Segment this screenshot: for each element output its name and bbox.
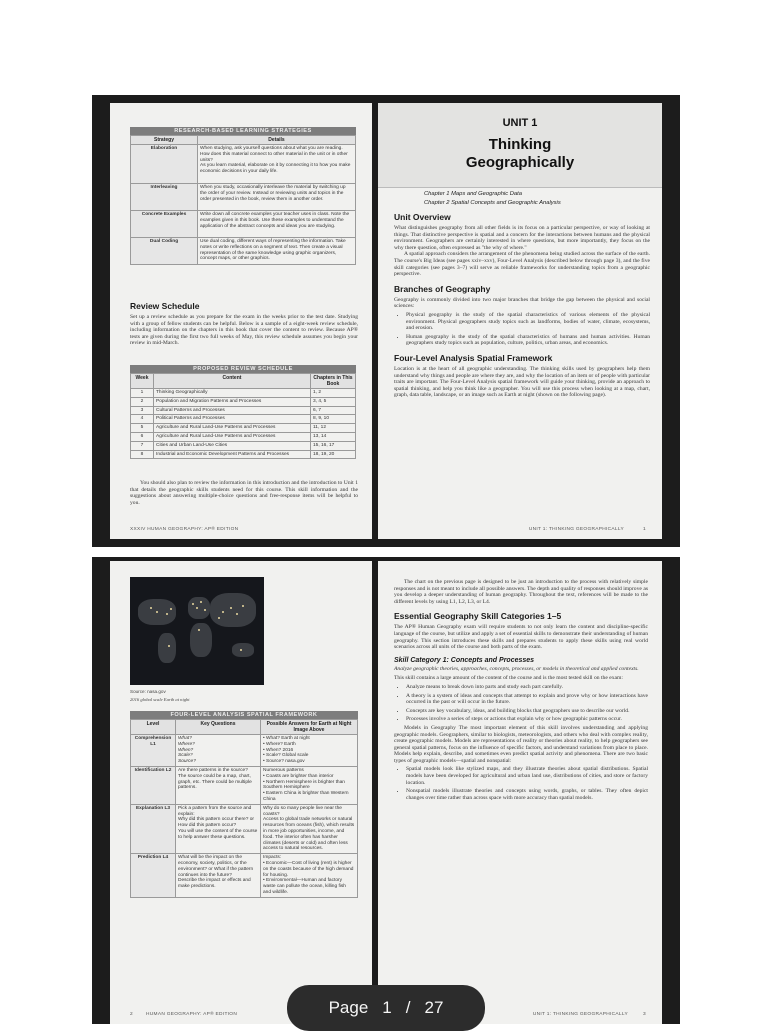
content-cell: Thinking Geographically (154, 389, 311, 398)
chapter-1-label: Chapter 1 Maps and Geographic Data (424, 191, 522, 197)
chapters-cell: 15, 16, 17 (311, 441, 356, 450)
table-row (131, 854, 358, 898)
list-item: • Processes involve a series of steps or actions that explain why or how geographic patterns occur. (406, 716, 648, 723)
page-xxxiv (110, 103, 372, 539)
skills-heading: Essential Geography Skill Categories 1–5 (394, 611, 562, 622)
week-cell: 5 (131, 424, 154, 433)
category-heading: Skill Category 1: Concepts and Processes (394, 656, 535, 664)
strategy-cell: Concrete Examples (131, 211, 198, 238)
overview-heading: Unit Overview (394, 212, 451, 222)
table-row (131, 211, 356, 238)
week-cell: 1 (131, 389, 154, 398)
list-item: • A theory is a system of ideas and concepts that attempt to explain and prove why or how interactions have occurred in the past or will occur in the future. (406, 693, 648, 706)
chapters-cell: 13, 14 (311, 432, 356, 441)
overview-paragraph-1: What distinguishes geography from all other fields is its focus on a particular perspective, or way of looking at things. That distinctive perspective is spatial and a concern for the interactions between humans and the physical environment. Geographers are certainly interested in where questions, but more importantly, they focus on the why there question, often expressed as "the why of where." (394, 225, 650, 251)
branches-intro: Geography is commonly divided into two major branches that bridge the gap between the physical and social sciences: (394, 296, 650, 310)
map-source: Source: nasa.gov (130, 689, 166, 694)
table-row (131, 441, 356, 450)
week-cell: 2 (131, 397, 154, 406)
table-row (131, 238, 356, 265)
category-subtitle: Analyze geographic theories, approaches, concepts, processes, or models in theoretical and applied contexts. (394, 665, 639, 672)
strategies-header-strategy: Strategy (131, 136, 198, 145)
strategy-cell: Elaboration (131, 145, 198, 184)
list-item: • Spatial models look like stylized maps, and they illustrate theories about spatial distributions. Spatial models have been developed for agricultural and urban land use, distributions of cities, and store or factory location. (406, 766, 648, 786)
content-cell: Agriculture and Rural Land-Use Patterns and Processes (154, 432, 311, 441)
table-row (131, 415, 356, 424)
map-caption: 2016 global scale Earth at night (130, 697, 190, 702)
table-row (131, 735, 358, 767)
strategies-table (130, 127, 356, 265)
list-item: • Human geography is the study of the spatial characteristics of humans and human activities. Human geographers study topics such as population, culture, politics, urban areas, and economics. (406, 334, 650, 347)
table-row (131, 432, 356, 441)
framework-table (130, 711, 358, 898)
level-cell: Prediction L4 (131, 854, 176, 898)
bottom-spread (92, 557, 680, 1024)
table-row (131, 804, 358, 853)
strategy-cell: Interleaving (131, 184, 198, 211)
questions-cell: Are there patterns in the source? The source could be a map, chart, graph, etc. There could be multiple patterns. (176, 766, 261, 804)
page-number: 2 (130, 1012, 133, 1017)
strategies-table-title: RESEARCH-BASED LEARNING STRATEGIES (130, 127, 356, 135)
category-intro: This skill contains a large amount of the content of the course and is the most tested skill on the exam: (394, 675, 623, 682)
table-row (131, 145, 356, 184)
list-item: • Nonspatial models illustrate theories and concepts using words, graphs, or tables. They often depict changes over time rather than across space with more accuracy than spatial models. (406, 788, 648, 801)
top-spread (92, 95, 680, 547)
week-cell: 8 (131, 450, 154, 459)
content-cell: Political Patterns and Processes (154, 415, 311, 424)
answers-cell: Why do so many people live near the coasts? Access to global trade networks or natural resources from oceans (fish), which results in more job opportunities, income, and food. The interior often has harsher climates (deserts or cold) and often less access to natural resources. (261, 804, 358, 853)
models-text: Models in Geography The most important element of this skill involves understanding and applying geographic models. Geographers, similar to biologists, meteorologists, and others who deal with complex reality, create geographic models. Models are representations of reality or theories about reality, to help geographers see general spatial patterns, focus on the influence of specific factors, and understand variations from place to place. Models help explain, describe, and sometimes even predict spatial activity and phenomena. There are two basic types of geographic models—spatial and nonspatial: (394, 724, 648, 764)
content-cell: Agriculture and Rural Land-Use Patterns and Processes (154, 424, 311, 433)
table-row (131, 184, 356, 211)
review-heading: Review Schedule (130, 301, 200, 311)
questions-cell: What? Where? When? Scale? Source? (176, 735, 261, 767)
schedule-header-week: Week (131, 374, 154, 389)
framework-header-questions: Key Questions (176, 720, 261, 735)
level-cell: Identification L2 (131, 766, 176, 804)
unit-label: UNIT 1 (502, 117, 538, 129)
framework-text: Location is at the heart of all geographic understanding. The thinking skills used by geographers help them understand why things and people are where they are, and why the location of an item or of people with particular traits are important. The Four-Level Analysis spatial framework will guide your thinking, provide an approach to spatial thinking, and help you think like a geographer. You will use this process when looking at a map, chart, graph, data table, landscape, or an image such as Earth at night (shown on the following page). (394, 365, 650, 399)
page-indicator-current: 1 (382, 998, 392, 1017)
chapters-cell: 3, 4, 5 (311, 397, 356, 406)
framework-heading: Four-Level Analysis Spatial Framework (394, 352, 553, 363)
chapters-cell: 6, 7 (311, 406, 356, 415)
table-row (131, 389, 356, 398)
strategies-header-details: Details (198, 136, 356, 145)
footer-label: UNIT 1: THINKING GEOGRAPHICALLY (528, 527, 624, 532)
page-number: 3 (643, 1012, 646, 1017)
overview-paragraph-2: A spatial approach considers the arrangement of the phenomena being studied across the surface of the earth. The course's Big Ideas (see pages xxiv–xxv), Four-Level Analysis (described below through page 3), and the five skill categories (see pages 3–7) will serve as reliable frameworks for understanding topics from a geographic perspective. (394, 251, 650, 278)
chapters-cell: 11, 12 (311, 424, 356, 433)
unit-title-line2: Geographically (465, 154, 575, 171)
skills-text: The AP® Human Geography exam will require students to not only learn the content and discipline-specific language of the course, but utilize and apply a set of essential skills to demonstrate their understanding of human geography. This section introduces these skills and prepares students to apply these skills using real world scenarios across all units of the course and both parts of the exam. (394, 624, 648, 651)
chapters-cell: 1, 2 (311, 389, 356, 398)
page-number: 1 (643, 527, 646, 532)
framework-header-level: Level (131, 720, 176, 735)
content-cell: Population and Migration Patterns and Processes (154, 397, 311, 406)
week-cell: 3 (131, 406, 154, 415)
page-indicator[interactable] (287, 985, 485, 1031)
chapter-2-label: Chapter 2 Spatial Concepts and Geographic Analysis (424, 200, 561, 206)
schedule-header-content: Content (154, 374, 311, 389)
table-row (131, 424, 356, 433)
closing-text: You should also plan to review the information in this introduction and the introduction to Unit 1 that details the geographic skills students need for this course. This skill information and the suggestions about answering multiple-choice questions and free-response items will be helpful to you. (130, 480, 358, 506)
schedule-header-chapters: Chapters in This Book (311, 374, 356, 389)
earth-at-night-image (130, 577, 264, 685)
content-cell: Cities and Urban Land-Use Cities (154, 441, 311, 450)
details-cell: Write down all concrete examples your teacher uses in class. Note the examples given in this book. Use these examples to understand the application of the abstract concepts and ideas you are studying. (198, 211, 356, 238)
details-cell: When you study, occasionally interleave the material by switching up the order of your review. Instead or reviewing units and topics in the order presented in the book, review them in another order. (198, 184, 356, 211)
level-cell: Explanation L3 (131, 804, 176, 853)
table-row (131, 766, 358, 804)
intro-text: The chart on the previous page is designed to be just an introduction to the process with relatively simple responses and is not meant to include all possible answers. The depth and quality of responses should improve as you develop a deeper understanding of human geography. Throughout the text, references will be made to the different levels by using L1, L2, L3, or L4. (394, 579, 648, 605)
page-indicator-total: 27 (424, 998, 444, 1017)
page-indicator-separator: / (405, 998, 411, 1017)
review-text: Set up a review schedule as you prepare for the exam in the weeks prior to the test date. Studying with a group of fellow students can be helpful. Below is a sample of a eight-week review schedule, including information on the chapters in this book that cover the content to review. Because AP® tests are given during the first two full weeks of May, this review schedule assumes you begin your review in mid-March. (130, 314, 358, 347)
table-row (131, 397, 356, 406)
page-2 (110, 561, 372, 1024)
answers-cell: Impacts: • Economic—Cost of living (rent) is higher on the coasts because of the high demand for housing. • Environmental—Human and factory waste can pollute the ocean, killing fish and wildlife. (261, 854, 358, 898)
chapters-cell: 8, 9, 10 (311, 415, 356, 424)
level-cell: Comprehension L1 (131, 735, 176, 767)
week-cell: 4 (131, 415, 154, 424)
table-row (131, 406, 356, 415)
framework-table-title: FOUR-LEVEL ANALYSIS SPATIAL FRAMEWORK (130, 711, 358, 719)
schedule-table-title: PROPOSED REVIEW SCHEDULE (130, 365, 356, 373)
details-cell: When studying, ask yourself questions about what you are reading. How does this material connect to other material in the unit or in other units? As you learn material, elaborate on it by connecting it to how you make economic decisions in your daily life. (198, 145, 356, 184)
chapters-cell: 18, 19, 20 (311, 450, 356, 459)
strategy-cell: Dual Coding (131, 238, 198, 265)
footer-label: UNIT 1: THINKING GEOGRAPHICALLY (532, 1012, 628, 1017)
page-footer: XXXIV HUMAN GEOGRAPHY: AP® EDITION (130, 527, 239, 532)
footer-label: HUMAN GEOGRAPHY: AP® EDITION (146, 1012, 238, 1017)
unit-title-line1: Thinking (488, 136, 552, 153)
page-1 (378, 103, 662, 539)
answers-cell: • What? Earth at night • Where? Earth • When? 2016 • Scale? Global scale • Source? nasa.gov (261, 735, 358, 767)
page-3 (378, 561, 662, 1024)
branches-heading: Branches of Geography (394, 283, 491, 294)
questions-cell: Pick a pattern from the source and explain: Why did this pattern occur there? or How did this pattern occur? You will use the content of the course to help answer these questions. (176, 804, 261, 853)
questions-cell: What will be the impact on the economy, society, politics, or the environment? or What if the pattern continues into the future? Describe the impact or effects and make predictions. (176, 854, 261, 898)
framework-header-answers: Possible Answers for Earth at Night Image Above (261, 720, 358, 735)
list-item: • Physical geography is the study of the spatial characteristics of various elements of the physical environment. Physical geographers study topics such as landforms, bodies of water, climate, ecosystems, and erosion. (406, 312, 650, 332)
details-cell: Use dual coding, different ways of representing the information. Take notes or write reflections on a segment of text. Then create a visual representation of the same knowledge using graphic organizers, concept maps, or other graphics. (198, 238, 356, 265)
unit-header (378, 103, 662, 188)
page-indicator-label: Page (328, 998, 369, 1017)
week-cell: 6 (131, 432, 154, 441)
content-cell: Cultural Patterns and Processes (154, 406, 311, 415)
table-row (131, 450, 356, 459)
list-item: • Concepts are key vocabulary, ideas, and building blocks that geographers use to describe our world. (406, 708, 648, 715)
schedule-table (130, 365, 356, 459)
list-item: • Analyze means to break down into parts and study each part carefully. (406, 684, 648, 691)
week-cell: 7 (131, 441, 154, 450)
answers-cell: Numerous patterns • Coasts are brighter than interior • Northern Hemisphere is brighter than Southern Hemisphere • Eastern China is brighter than Western China (261, 766, 358, 804)
content-cell: Industrial and Economic Development Patterns and Processes (154, 450, 311, 459)
